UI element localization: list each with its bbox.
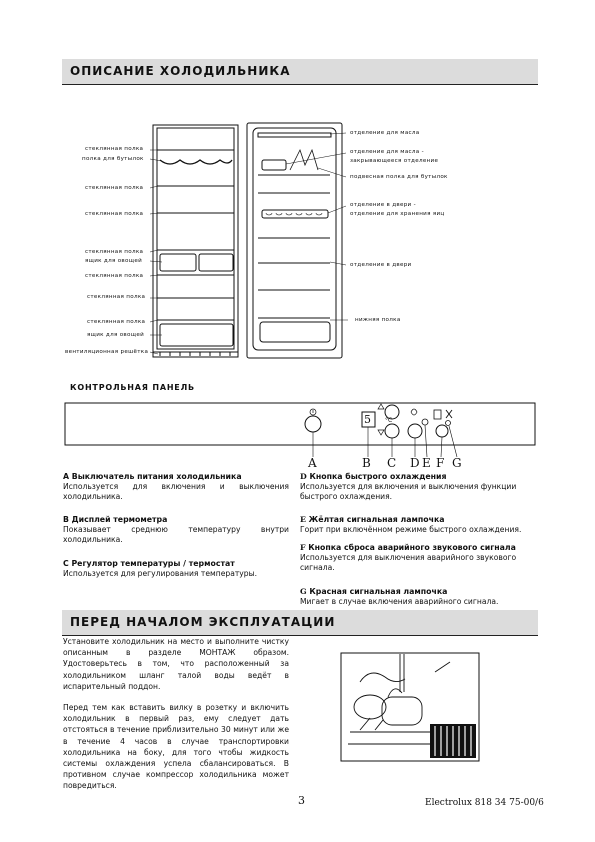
- label-butter-compartment: отделение для масла: [350, 130, 420, 136]
- desc-e-title: [300, 515, 445, 524]
- label-vegetable-drawer-2: ящик для овощей: [87, 332, 144, 338]
- desc-b-title-text: Дисплей термометра: [71, 515, 168, 524]
- panel-letter-b: B: [362, 456, 371, 470]
- desc-c-title: [63, 559, 235, 568]
- desc-b-letter: B: [63, 515, 69, 524]
- panel-letter-a: A: [308, 456, 317, 470]
- desc-b-text: Показывает среднюю температуру внутри холодильника.: [63, 525, 289, 545]
- desc-f-title-text: Кнопка сброса аварийного звукового сигнала: [308, 543, 516, 552]
- section-title: ОПИСАНИЕ ХОЛОДИЛЬНИКА: [70, 64, 291, 78]
- label-egg-compartment: отделение для хранения яиц: [350, 211, 445, 217]
- desc-g-title: [300, 587, 447, 596]
- section2-para2: Перед тем как вставить вилку в розетку и включить холодильник в первый раз, ему следует дать отстояться в течение приблизительно 30 минут или же в течение 4 часов в случае транспортировки холодильника на боку, для того чтобы жидкость системы охлаждения успела сбалансироваться. В противном случае компрессор холодильника может повредиться.: [63, 703, 289, 791]
- desc-e-title-text: Жёлтая сигнальная лампочка: [308, 515, 445, 524]
- desc-d-title: [300, 472, 447, 481]
- panel-letter-d: D: [410, 456, 420, 470]
- panel-letter-g: G: [452, 456, 462, 470]
- page-number: 3: [298, 794, 305, 807]
- section2-title: ПЕРЕД НАЧАЛОМ ЭКСПЛУАТАЦИИ: [70, 615, 336, 629]
- label-vent-grille: вентиляционная решётка: [65, 349, 149, 355]
- desc-c-letter: C: [63, 559, 69, 568]
- desc-d-text: Используется для включения и выключения функции быстрого охлаждения.: [300, 482, 517, 502]
- desc-d-title-text: Кнопка быстрого охлаждения: [309, 472, 447, 481]
- desc-a-letter: A: [63, 472, 70, 481]
- desc-e-text: Горит при включённом режиме быстрого охлаждения.: [300, 525, 522, 534]
- panel-letter-f: F: [436, 456, 445, 470]
- desc-a-text: Используется для включения и выключения холодильника.: [63, 482, 289, 502]
- label-door-compartment-1: отделение в двери -: [350, 202, 416, 208]
- desc-f-letter: F: [300, 543, 306, 552]
- desc-g-text: Мигает в случае включения аварийного сигнала.: [300, 597, 499, 606]
- panel-letter-c: C: [387, 456, 397, 470]
- desc-f-title: [300, 543, 516, 552]
- temp-unit-label: °C: [385, 417, 393, 424]
- desc-c-text: Используется для регулирования температуры.: [63, 569, 257, 578]
- label-glass-shelf-5: стеклянная полка: [85, 273, 144, 279]
- desc-f-text: Используется для выключения аварийного звукового сигнала.: [300, 553, 517, 573]
- label-bottle-shelf: полка для бутылок: [82, 156, 144, 162]
- control-panel-title: КОНТРОЛЬНАЯ ПАНЕЛЬ: [70, 383, 195, 392]
- label-vegetable-drawer-1: ящик для овощей: [85, 258, 142, 264]
- compressor-illustration: [340, 652, 480, 762]
- label-glass-shelf-4: стеклянная полка: [85, 249, 144, 255]
- desc-d-letter: D: [300, 472, 307, 481]
- label-hanging-bottle-shelf: подвесная полка для бутылок: [350, 174, 448, 180]
- label-closing-compartment: закрывающееся отделение: [350, 158, 439, 164]
- label-door-compartment-2: отделение в двери: [350, 262, 412, 268]
- desc-a-title-text: Выключатель питания холодильника: [71, 472, 242, 481]
- desc-g-title-text: Красная сигнальная лампочка: [309, 587, 448, 596]
- doc-code: Electrolux 818 34 75-00/6: [425, 798, 544, 808]
- label-butter-compartment-2: отделение для масла -: [350, 149, 424, 155]
- label-glass-shelf-3: стеклянная полка: [85, 211, 144, 217]
- control-panel-diagram: [0, 395, 595, 475]
- label-glass-shelf-1: стеклянная полка: [85, 146, 144, 152]
- desc-e-letter: E: [300, 515, 306, 524]
- thermometer-display: 5: [364, 413, 371, 426]
- desc-b-title: [63, 515, 167, 524]
- label-glass-shelf-2: стеклянная полка: [85, 185, 144, 191]
- section-header-before-use: [62, 610, 538, 636]
- label-bottom-shelf: нижняя полка: [355, 317, 401, 323]
- label-glass-shelf-6: стеклянная полка: [87, 294, 146, 300]
- section2-para1: Установите холодильник на место и выполните чистку описанным в разделе МОНТАЖ образом. Удостоверьтесь в том, что расположенный за холодильником шланг талой воды ведёт в испарительный поддон.: [63, 637, 289, 691]
- panel-letter-e: E: [422, 456, 431, 470]
- label-glass-shelf-7: стеклянная полка: [87, 319, 146, 325]
- desc-c-title-text: Регулятор температуры / термостат: [71, 559, 235, 568]
- desc-a-title: [63, 472, 242, 481]
- desc-g-letter: G: [300, 587, 307, 596]
